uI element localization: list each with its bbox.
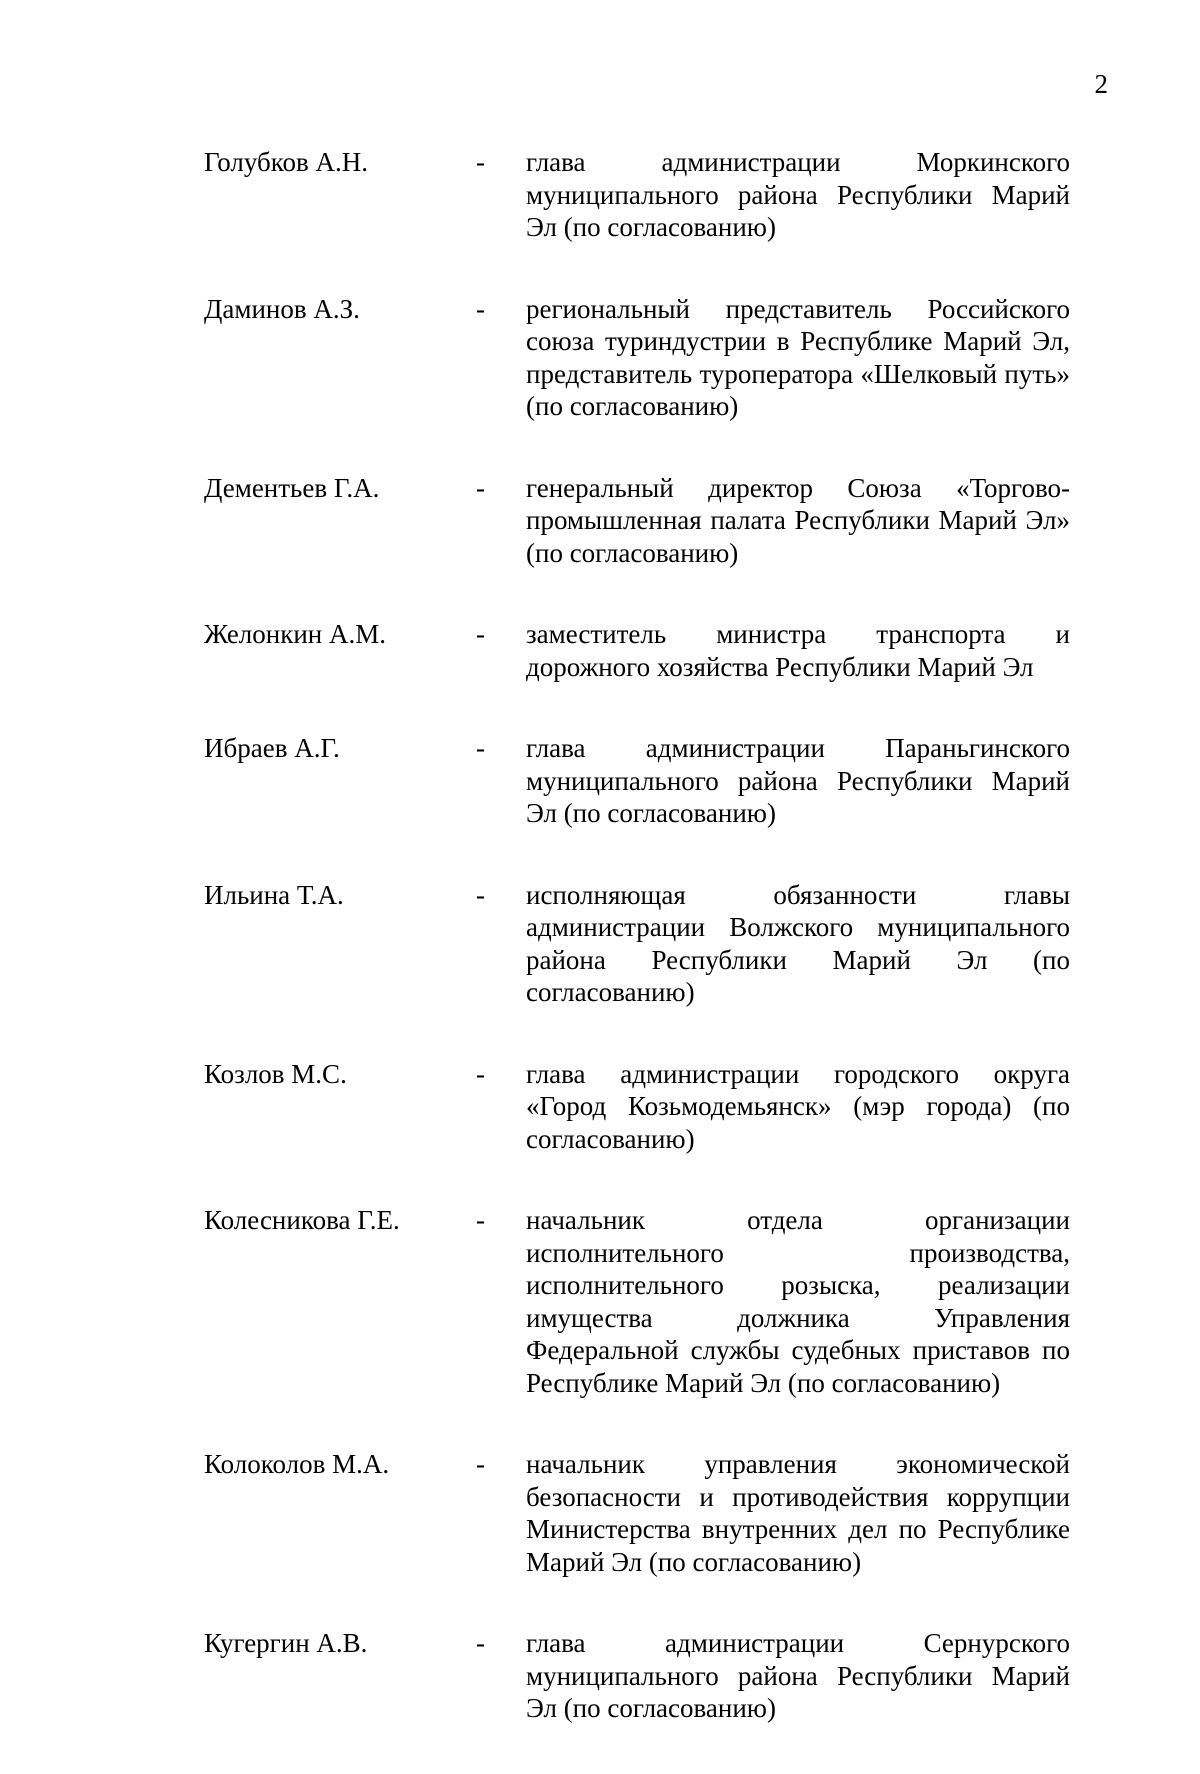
member-role: генеральный директор Союза «Торгово-промышленная палата Республики Марий Эл» (по согласованию) <box>526 472 1070 568</box>
member-dash: - <box>476 472 485 503</box>
member-role: глава администрации Сернурского муниципального района Республики Марий Эл (по согласованию) <box>526 1628 1070 1723</box>
member-dash: - <box>476 147 485 177</box>
member-dash: - <box>476 293 485 324</box>
member-row <box>204 618 1070 683</box>
member-row <box>204 879 1070 1009</box>
member-role: начальник управления экономической безопасности и противодействия коррупции Министерства внутренних дел по Республике Марий Эл (по согласованию) <box>526 1449 1070 1577</box>
member-dash: - <box>476 1205 485 1235</box>
member-row <box>204 293 1070 423</box>
member-name: Голубков А.Н. <box>204 147 368 177</box>
member-role: исполняющая обязанности главы администрации Волжского муниципального района Республики Марий Эл (по согласованию) <box>526 879 1070 1007</box>
member-role: глава администрации Параньгинского муниципального района Республики Марий Эл (по согласованию) <box>526 733 1070 828</box>
member-row <box>204 732 1070 830</box>
member-dash: - <box>476 619 485 649</box>
member-dash: - <box>476 1058 485 1089</box>
member-dash: - <box>476 1628 485 1658</box>
member-role: глава администрации Моркинского муниципального района Республики Марий Эл (по согласованию) <box>526 147 1070 242</box>
member-name: Ибраев А.Г. <box>204 733 340 763</box>
member-role: заместитель министра транспорта и дорожного хозяйства Республики Марий Эл <box>526 619 1070 682</box>
member-dash: - <box>476 733 485 763</box>
member-row <box>204 1627 1070 1725</box>
member-name: Даминов А.З. <box>204 293 360 324</box>
member-dash: - <box>476 1449 485 1479</box>
page-number: 2 <box>1094 69 1108 99</box>
member-role: глава администрации городского округа «Город Козьмодемьянск» (мэр города) (по согласованию) <box>526 1058 1070 1154</box>
members-list <box>204 146 1070 1774</box>
member-role: региональный представитель Российского союза туриндустрии в Республике Марий Эл, представитель туроператора «Шелковый путь» (по согласованию) <box>526 293 1070 421</box>
member-name: Колесникова Г.Е. <box>204 1205 400 1235</box>
member-dash: - <box>476 879 485 910</box>
member-role: начальник отдела организации исполнительного производства, исполнительного розыска, реализации имущества должника Управления Федеральной службы судебных приставов по Республике Марий Эл (по согласованию) <box>526 1205 1070 1398</box>
member-name: Козлов М.С. <box>204 1058 347 1089</box>
member-name: Дементьев Г.А. <box>204 472 380 503</box>
member-row <box>204 1204 1070 1399</box>
member-row <box>204 146 1070 244</box>
member-name: Желонкин А.М. <box>204 619 386 649</box>
member-row <box>204 472 1070 570</box>
member-row <box>204 1058 1070 1156</box>
member-name: Колоколов М.А. <box>204 1449 390 1479</box>
member-name: Кугергин А.В. <box>204 1628 368 1658</box>
member-name: Ильина Т.А. <box>204 879 344 910</box>
member-row <box>204 1448 1070 1578</box>
